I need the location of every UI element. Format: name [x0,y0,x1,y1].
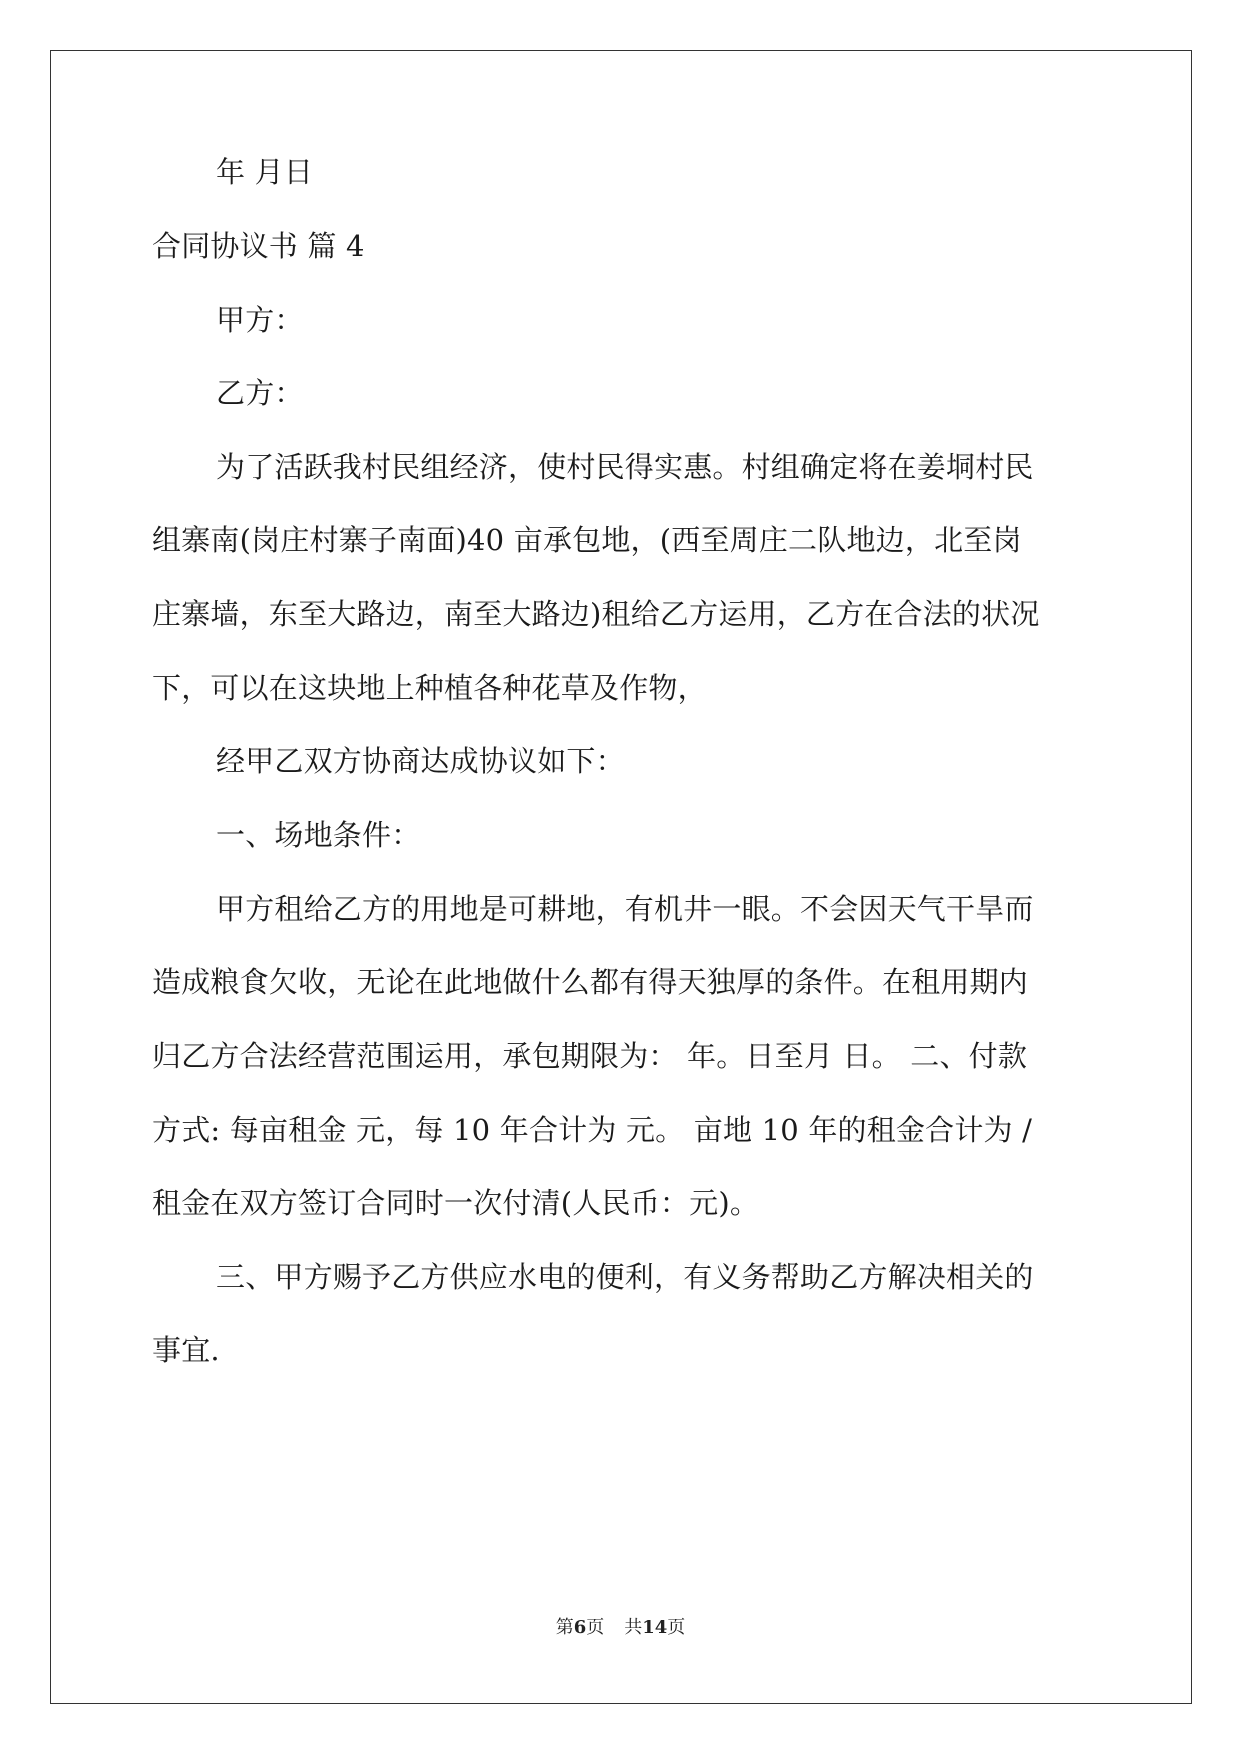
paragraph-line: 事宜. [152,1333,220,1367]
page-suffix: 页 [586,1617,605,1638]
paragraph-line: 为了活跃我村民组经济，使村民得实惠。村组确定将在姜垌村民 [216,450,1034,484]
page-footer [0,1616,1241,1640]
page-current: 6 [573,1617,587,1638]
paragraph-line: 经甲乙双方协商达成协议如下： [216,744,625,778]
total-prefix: 共 [624,1617,643,1638]
page-border [50,50,1192,1704]
total-suffix: 页 [667,1617,686,1638]
paragraph-line: 庄寨墙，东至大路边，南至大路边)租给乙方运用，乙方在合法的状况 [152,597,1040,631]
party-a-line: 甲方： [216,303,304,337]
section-heading: 合同协议书 篇 4 [152,229,365,263]
clause-heading: 一、场地条件： [216,818,421,852]
page-prefix: 第 [555,1617,574,1638]
page-total: 14 [642,1617,668,1638]
paragraph-line: 归乙方合法经营范围运用，承包期限为： 年。日至月 日。 二、付款 [152,1039,1028,1073]
date-line: 年 月日 [216,155,314,189]
paragraph-line: 组寨南(岗庄村寨子南面)40 亩承包地，(西至周庄二队地边，北至岗 [152,523,1022,557]
paragraph-line: 三、甲方赐予乙方供应水电的便利，有义务帮助乙方解决相关的 [216,1260,1034,1294]
paragraph-line: 下，可以在这块地上种植各种花草及作物， [152,671,707,705]
paragraph-line: 租金在双方签订合同时一次付清(人民币：元)。 [152,1186,760,1220]
paragraph-line: 方式: 每亩租金 元，每 10 年合计为 元。 亩地 10 年的租金合计为 / [152,1113,1033,1147]
paragraph-line: 造成粮食欠收，无论在此地做什么都有得天独厚的条件。在租用期内 [152,965,1029,999]
paragraph-line: 甲方租给乙方的用地是可耕地，有机井一眼。不会因天气干旱而 [216,892,1034,926]
party-b-line: 乙方： [216,376,304,410]
